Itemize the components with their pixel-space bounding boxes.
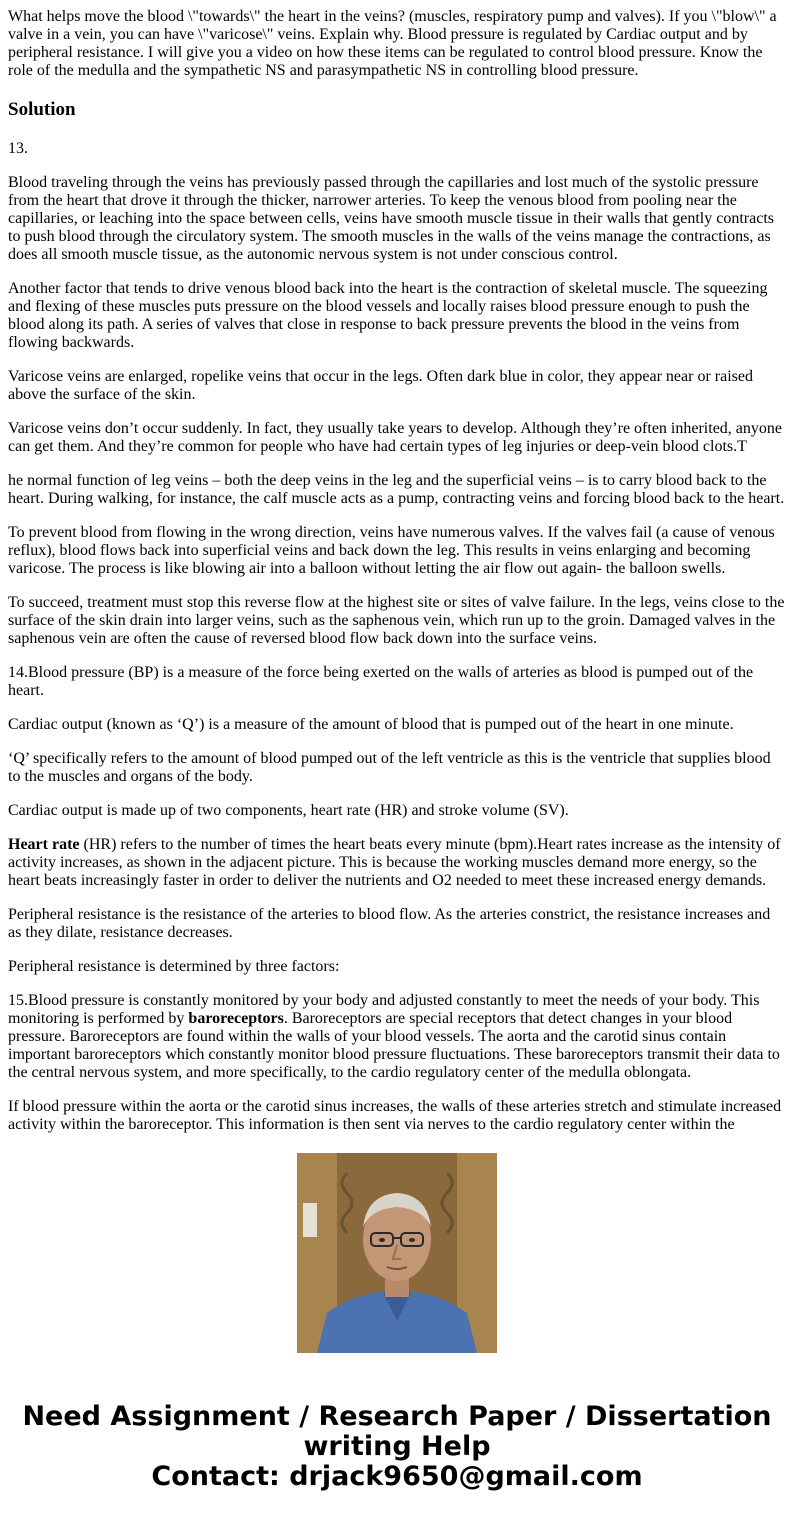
paragraph: he normal function of leg veins – both the deep veins in the leg and the superficial veins – is to carry blood back to the heart. During walking, for instance, the calf muscle acts as a pump, contracting veins and forcing blood back to the heart. xyxy=(8,472,785,507)
paragraph: To succeed, treatment must stop this reverse flow at the highest site or sites of valve failure. In the legs, veins close to the surface of the skin drain into larger veins, such as the saphenous vein, which run up to the groin. Damaged valves in the saphenous vein are often the cause of reversed blood flow back down into the surface veins. xyxy=(8,594,785,647)
promo-line-1: Need Assignment / Research Paper / Dissertation xyxy=(22,1401,772,1432)
answer-content xyxy=(8,0,786,1133)
paragraph: 14.Blood pressure (BP) is a measure of the force being exerted on the walls of arteries as blood is pumped out of the heart. xyxy=(8,664,754,699)
paragraph: ‘Q’ specifically refers to the amount of blood pumped out of the left ventricle as this is the ventricle that supplies blood to the muscles and organs of the body. xyxy=(8,750,771,785)
heart-rate-paragraph xyxy=(8,836,786,890)
author-photo xyxy=(297,1153,497,1353)
paragraph-truncated: If blood pressure within the aorta or the carotid sinus increases, the walls of these arteries stretch and stimulate increased activity within the baroreceptor. This information is then sent via nerves to the cardio regulatory center within the xyxy=(8,1098,782,1133)
heart-rate-text: (HR) refers to the number of times the heart beats every minute (bpm).Heart rates increase as the intensity of activity increases, as shown in the adjacent picture. This is because the working muscles demand more energy, so the heart beats increasingly faster in order to deliver the nutrients and O2 needed to meet these increased energy demands. xyxy=(8,836,781,889)
paragraph: Varicose veins are enlarged, ropelike veins that occur in the legs. Often dark blue in color, they appear near or raised above the surface of the skin. xyxy=(8,368,753,403)
paragraph: Varicose veins don’t occur suddenly. In fact, they usually take years to develop. Although they’re often inherited, anyone can get them. And they’re common for people who have had certain types of leg injuries or deep-vein blood clots.T xyxy=(8,420,782,455)
paragraph: Cardiac output (known as ‘Q’) is a measure of the amount of blood that is pumped out of the heart in one minute. xyxy=(8,716,734,733)
heart-rate-term: Heart rate xyxy=(8,836,80,853)
paragraph: Cardiac output is made up of two components, heart rate (HR) and stroke volume (SV). xyxy=(8,802,569,819)
contact-banner xyxy=(0,1402,794,1492)
answer-number: 13. xyxy=(8,140,28,157)
baroreceptors-after: . Baroreceptors are special receptors that detect changes in your blood pressure. Baroreceptors are found within the walls of your blood vessels. The aorta and the carotid sinus contain important baroreceptors which constantly monitor blood pressure fluctuations. These baroreceptors transmit their data to the central nervous system, and more specifically, to the cardio regulatory center of the medulla oblongata. xyxy=(8,1010,780,1081)
solution-heading: Solution xyxy=(8,99,76,120)
baroreceptors-paragraph xyxy=(8,992,786,1082)
promo-contact-line: Contact: drjack9650@gmail.com xyxy=(151,1461,643,1492)
baroreceptors-term: baroreceptors xyxy=(188,1010,284,1027)
promo-line-2: writing Help xyxy=(303,1431,491,1462)
paragraph: Another factor that tends to drive venous blood back into the heart is the contraction of skeletal muscle. The squeezing and flexing of these muscles puts pressure on the blood vessels and locally raises blood pressure enough to push the blood along its path. A series of valves that close in response to back pressure prevents the blood in the veins from flowing backwards. xyxy=(8,280,768,351)
paragraph: Peripheral resistance is determined by three factors: xyxy=(8,958,340,975)
portrait-illustration xyxy=(297,1153,497,1353)
paragraph: To prevent blood from flowing in the wrong direction, veins have numerous valves. If the valves fail (a cause of venous reflux), blood flows back into superficial veins and back down the leg. This results in veins enlarging and becoming varicose. The process is like blowing air into a balloon without letting the air flow out again- the balloon swells. xyxy=(8,524,775,577)
paragraph: Peripheral resistance is the resistance of the arteries to blood flow. As the arteries constrict, the resistance increases and as they dilate, resistance decreases. xyxy=(8,906,771,941)
paragraph: Blood traveling through the veins has previously passed through the capillaries and lost much of the systolic pressure from the heart that drove it through the thicker, narrower arteries. To keep the venous blood from pooling near the capillaries, or leaching into the space between cells, veins have smooth muscle tissue in their walls that gently contracts to push blood through the circulatory system. The smooth muscles in the walls of the veins manage the contractions, as does all smooth muscle tissue, as the autonomic nervous system is not under conscious control. xyxy=(8,174,774,263)
question-text: What helps move the blood \"towards\" the heart in the veins? (muscles, respiratory pump and valves). If you \"blow\" a valve in a vein, you can have \"varicose\" veins. Explain why. Blood pressure is regulated by Cardiac output and by peripheral resistance. I will give you a video on how these items can be regulated to control blood pressure. Know the role of the medulla and the sympathetic NS and parasympathetic NS in controlling blood pressure. xyxy=(8,8,777,79)
baroreceptors-before: 15.Blood pressure is constantly monitored by your body and adjusted constantly to meet the needs of your body. This monitoring is performed by xyxy=(8,992,760,1027)
